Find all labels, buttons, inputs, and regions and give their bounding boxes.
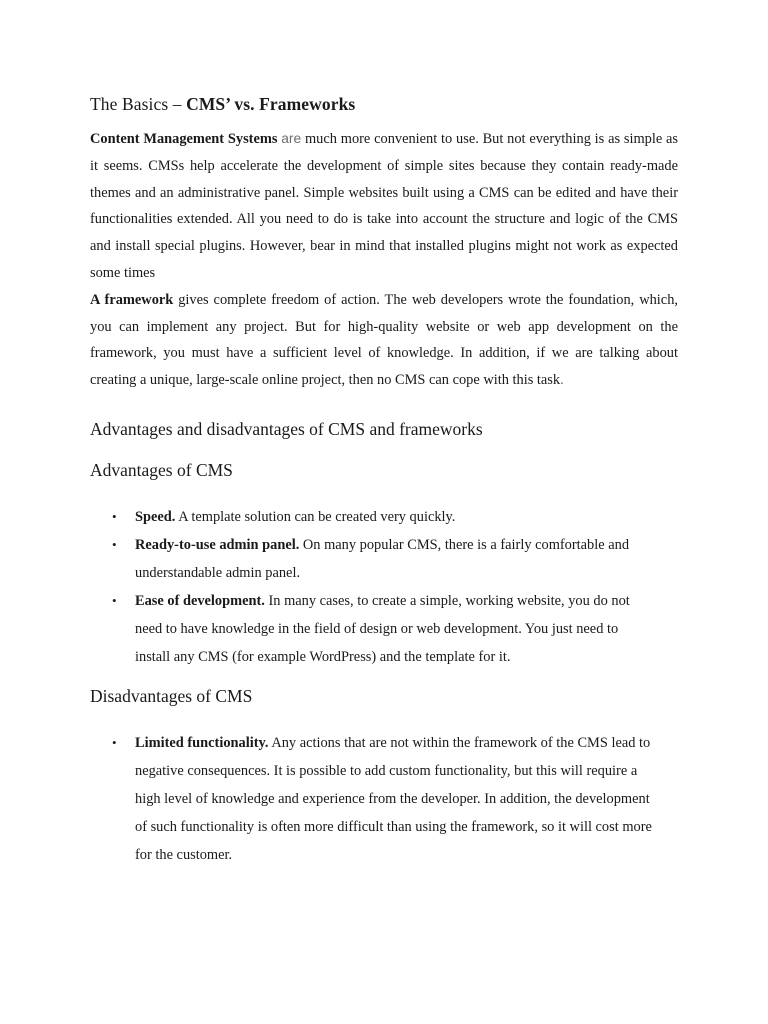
- item-text: understandable admin panel.: [135, 564, 301, 581]
- list-item-continuation: [90, 757, 678, 785]
- cms-text: much more convenient to use. But not everything is as simple as it seems. CMSs help accelerate the development of simple sites because they contain ready-made themes and an administrative panel. Simple websites built using a CMS can be edited and have their functionalities extended. All you need to do is take into account the structure and logic of the CMS and install special plugins. However, bear in mind that installed plugins might not work as expected some times: [90, 131, 678, 281]
- list-item-continuation: [90, 559, 678, 587]
- item-term: Limited functionality.: [135, 734, 269, 751]
- framework-period: .: [560, 372, 564, 389]
- cms-paragraph: [90, 126, 678, 287]
- page-title: [90, 90, 678, 118]
- advantages-list: [90, 503, 678, 671]
- bullet-icon: •: [112, 508, 117, 524]
- bullet-icon: •: [112, 592, 117, 608]
- bullet-icon: •: [112, 536, 117, 552]
- framework-paragraph: [90, 287, 678, 394]
- item-text: high level of knowledge and experience from the developer. In addition, the development: [135, 790, 650, 807]
- framework-text: gives complete freedom of action. The web developers wrote the foundation, which, you can implement any project. But for high-quality website or web app development on the framework, you must have a sufficient level of knowledge. In addition, if we are talking about creating a unique, large-scale online project, then no CMS can cope with this task: [90, 291, 678, 389]
- section-heading-advantages: Advantages of CMS: [90, 459, 233, 480]
- document-page: [90, 90, 678, 869]
- list-item-continuation: [90, 785, 678, 813]
- item-text: On many popular CMS, there is a fairly comfortable and: [299, 536, 630, 553]
- item-text: install any CMS (for example WordPress) and the template for it.: [135, 648, 511, 665]
- item-text: negative consequences. It is possible to add custom functionality, but this will require a: [135, 762, 638, 779]
- item-text: need to have knowledge in the field of design or web development. You just need to: [135, 620, 619, 637]
- cms-term: Content Management Systems: [90, 131, 278, 147]
- item-text: Any actions that are not within the framework of the CMS lead to: [268, 734, 651, 751]
- section-heading-adv-dis: Advantages and disadvantages of CMS and frameworks: [90, 418, 483, 439]
- list-item: [90, 587, 678, 615]
- item-text: of such functionality is often more difficult than using the framework, so it will cost more: [135, 818, 652, 835]
- section-heading-disadvantages: Disadvantages of CMS: [90, 685, 253, 706]
- list-item-continuation: [90, 643, 678, 671]
- list-item: [90, 729, 678, 757]
- item-term: Speed.: [135, 508, 176, 525]
- list-item-continuation: [90, 813, 678, 841]
- item-text: for the customer.: [135, 846, 233, 863]
- list-item: [90, 503, 678, 531]
- list-item: [90, 531, 678, 559]
- bullet-icon: •: [112, 734, 117, 750]
- framework-term: A framework: [90, 291, 174, 308]
- item-term: Ready-to-use admin panel.: [135, 536, 300, 553]
- item-text: In many cases, to create a simple, working website, you do not: [264, 592, 630, 609]
- cms-verb: are: [281, 131, 302, 146]
- list-item-continuation: [90, 615, 678, 643]
- title-prefix: The Basics –: [90, 94, 187, 114]
- list-item-continuation: [90, 841, 678, 869]
- title-main: CMS’ vs. Frameworks: [186, 94, 356, 114]
- disadvantages-list: [90, 729, 678, 869]
- item-text: A template solution can be created very quickly.: [175, 508, 456, 525]
- item-term: Ease of development.: [135, 592, 265, 609]
